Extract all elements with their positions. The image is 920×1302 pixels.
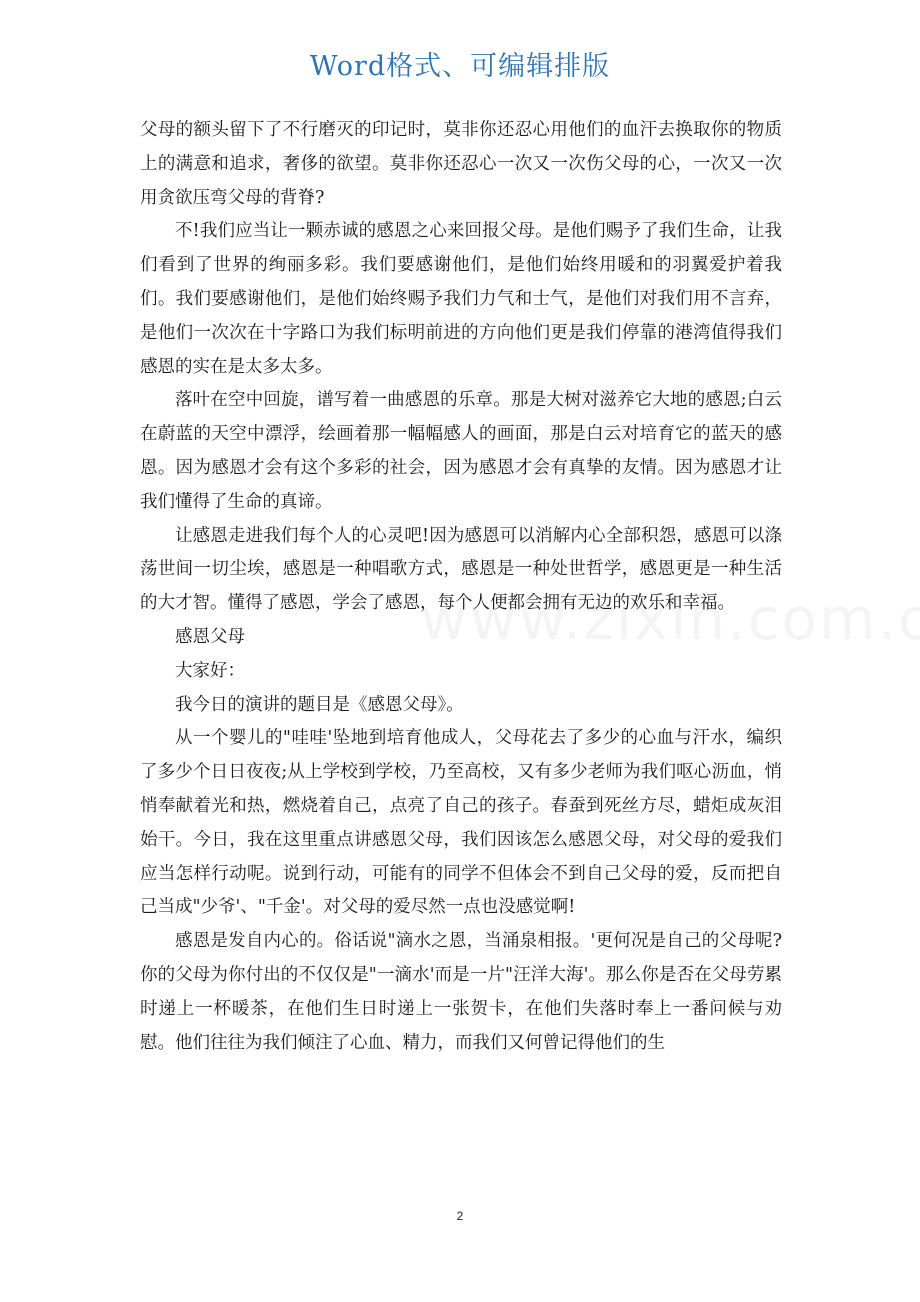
paragraph: 让感恩走进我们每个人的心灵吧!因为感恩可以消解内心全部积怨，感恩可以涤荡世间一切尘埃，感恩是一种唱歌方式，感恩是一种处世哲学，感恩更是一种生活的大才智。懂得了感恩，学会了感恩，每个人便都会拥有无边的欢乐和幸福。 — [140, 525, 782, 614]
document-body — [140, 114, 782, 1060]
paragraph: 我今日的演讲的题目是《感恩父母》。 — [175, 694, 464, 715]
paragraph: 父母的额头留下了不行磨灭的印记时，莫非你还忍心用他们的血汗去换取你的物质上的满意和追求，奢侈的欲望。莫非你还忍心一次又一次伤父母的心，一次又一次用贪欲压弯父母的背脊? — [140, 120, 782, 208]
paragraph: 不!我们应当让一颗赤诚的感恩之心来回报父母。是他们赐予了我们生命，让我们看到了世界的绚丽多彩。我们要感谢他们，是他们始终用暖和的羽翼爱护着我们。我们要感谢他们，是他们始终赐予我们力气和士气，是他们对我们用不言弃，是他们一次次在十字路口为我们标明前进的方向他们更是我们停靠的港湾值得我们感恩的实在是太多太多。 — [140, 221, 782, 377]
paragraph: 感恩是发自内心的。俗话说"滴水之恩，当涌泉相报。'更何况是自己的父母呢?你的父母为你付出的不仅仅是"一滴水'而是一片"汪洋大海'。那么你是否在父母劳累时递上一杯暖茶，在他们生日时递上一张贺卡，在他们失落时奉上一番问候与劝慰。他们往往为我们倾注了心血、精力，而我们又何曾记得他们的生 — [140, 931, 782, 1053]
page-header-title: Word格式、可编辑排版 — [309, 51, 611, 82]
page-number: 2 — [456, 1209, 464, 1223]
section-title: 感恩父母 — [175, 626, 245, 647]
paragraph: 落叶在空中回旋，谱写着一曲感恩的乐章。那是大树对滋养它大地的感恩;白云在蔚蓝的天空中漂浮，绘画着那一幅幅感人的画面，那是白云对培育它的蓝天的感恩。因为感恩才会有这个多彩的社会，因为感恩才会有真挚的友情。因为感恩才让我们懂得了生命的真谛。 — [140, 390, 782, 512]
greeting: 大家好： — [175, 660, 245, 681]
paragraph: 从一个婴儿的"哇哇'坠地到培育他成人，父母花去了多少的心血与汗水，编织了多少个日日夜夜;从上学校到学校，乃至高校，又有多少老师为我们呕心沥血，悄悄奉献着光和热，燃烧着自己，点亮了自己的孩子。春蚕到死丝方尽，蜡炬成灰泪始干。今日，我在这里重点讲感恩父母，我们因该怎么感恩父母，对父母的爱我们应当怎样行动呢。说到行动，可能有的同学不但体会不到自己父母的爱，反而把自己当成"少爷'、"千金'。对父母的爱尽然一点也没感觉啊! — [140, 728, 782, 918]
